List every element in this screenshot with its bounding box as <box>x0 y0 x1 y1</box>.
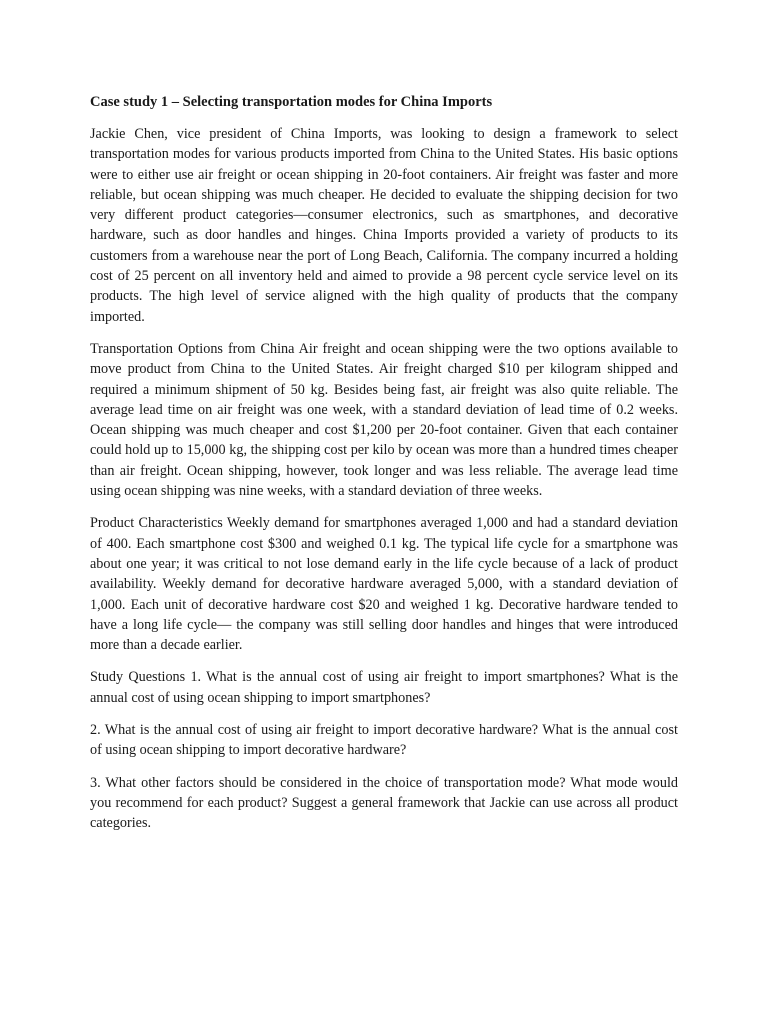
document-title: Case study 1 – Selecting transportation modes for China Imports <box>90 94 493 110</box>
paragraph-study-question-1: Study Questions 1. What is the annual cost of using air freight to import smartphones? What is the annual cost of using ocean shipping to import smartphones? <box>90 669 678 706</box>
paragraph-intro: Jackie Chen, vice president of China Imports, was looking to design a framework to select transportation modes for various products imported from China to the United States. His basic options were to either use air freight or ocean shipping in 20-foot containers. Air freight was faster and more reliable, but ocean shipping was much cheaper. He decided to evaluate the shipping decision for two very different product categories—consumer electronics, such as smartphones, and decorative hardware, such as door handles and hinges. China Imports provided a variety of products to its customers from a warehouse near the port of Long Beach, California. The company incurred a holding cost of 25 percent on all inventory held and aimed to provide a 98 percent cycle service level on its products. The high level of service aligned with the high quality of products that the company imported. <box>90 126 678 325</box>
paragraph-study-question-2: 2. What is the annual cost of using air freight to import decorative hardware? What is the annual cost of using ocean shipping to import decorative hardware? <box>90 722 678 759</box>
paragraph-study-question-3: 3. What other factors should be considered in the choice of transportation mode? What mode would you recommend for each product? Suggest a general framework that Jackie can use across all product categories. <box>90 774 678 832</box>
paragraph-transportation-options: Transportation Options from China Air freight and ocean shipping were the two options available to move product from China to the United States. Air freight charged $10 per kilogram shipped and required a minimum shipment of 50 kg. Besides being fast, air freight was also quite reliable. The average lead time on air freight was one week, with a standard deviation of lead time of 0.2 weeks. Ocean shipping was much cheaper and cost $1,200 per 20-foot container. Given that each container could hold up to 15,000 kg, the shipping cost per kilo by ocean was more than a hundred times cheaper than air freight. Ocean shipping, however, took longer and was less reliable. The average lead time using ocean shipping was nine weeks, with a standard deviation of three weeks. <box>90 340 678 500</box>
paragraph-product-characteristics: Product Characteristics Weekly demand for smartphones averaged 1,000 and had a standard deviation of 400. Each smartphone cost $300 and weighed 0.1 kg. The typical life cycle for a smartphone was about one year; it was critical to not lose demand early in the life cycle because of a lack of product availability. Weekly demand for decorative hardware averaged 5,000, with a standard deviation of 1,000. Each unit of decorative hardware cost $20 and weighed 1 kg. Decorative hardware tended to have a long life cycle— the company was still selling door handles and hinges that were introduced more than a decade earlier. <box>90 515 678 654</box>
document-page <box>90 92 678 846</box>
